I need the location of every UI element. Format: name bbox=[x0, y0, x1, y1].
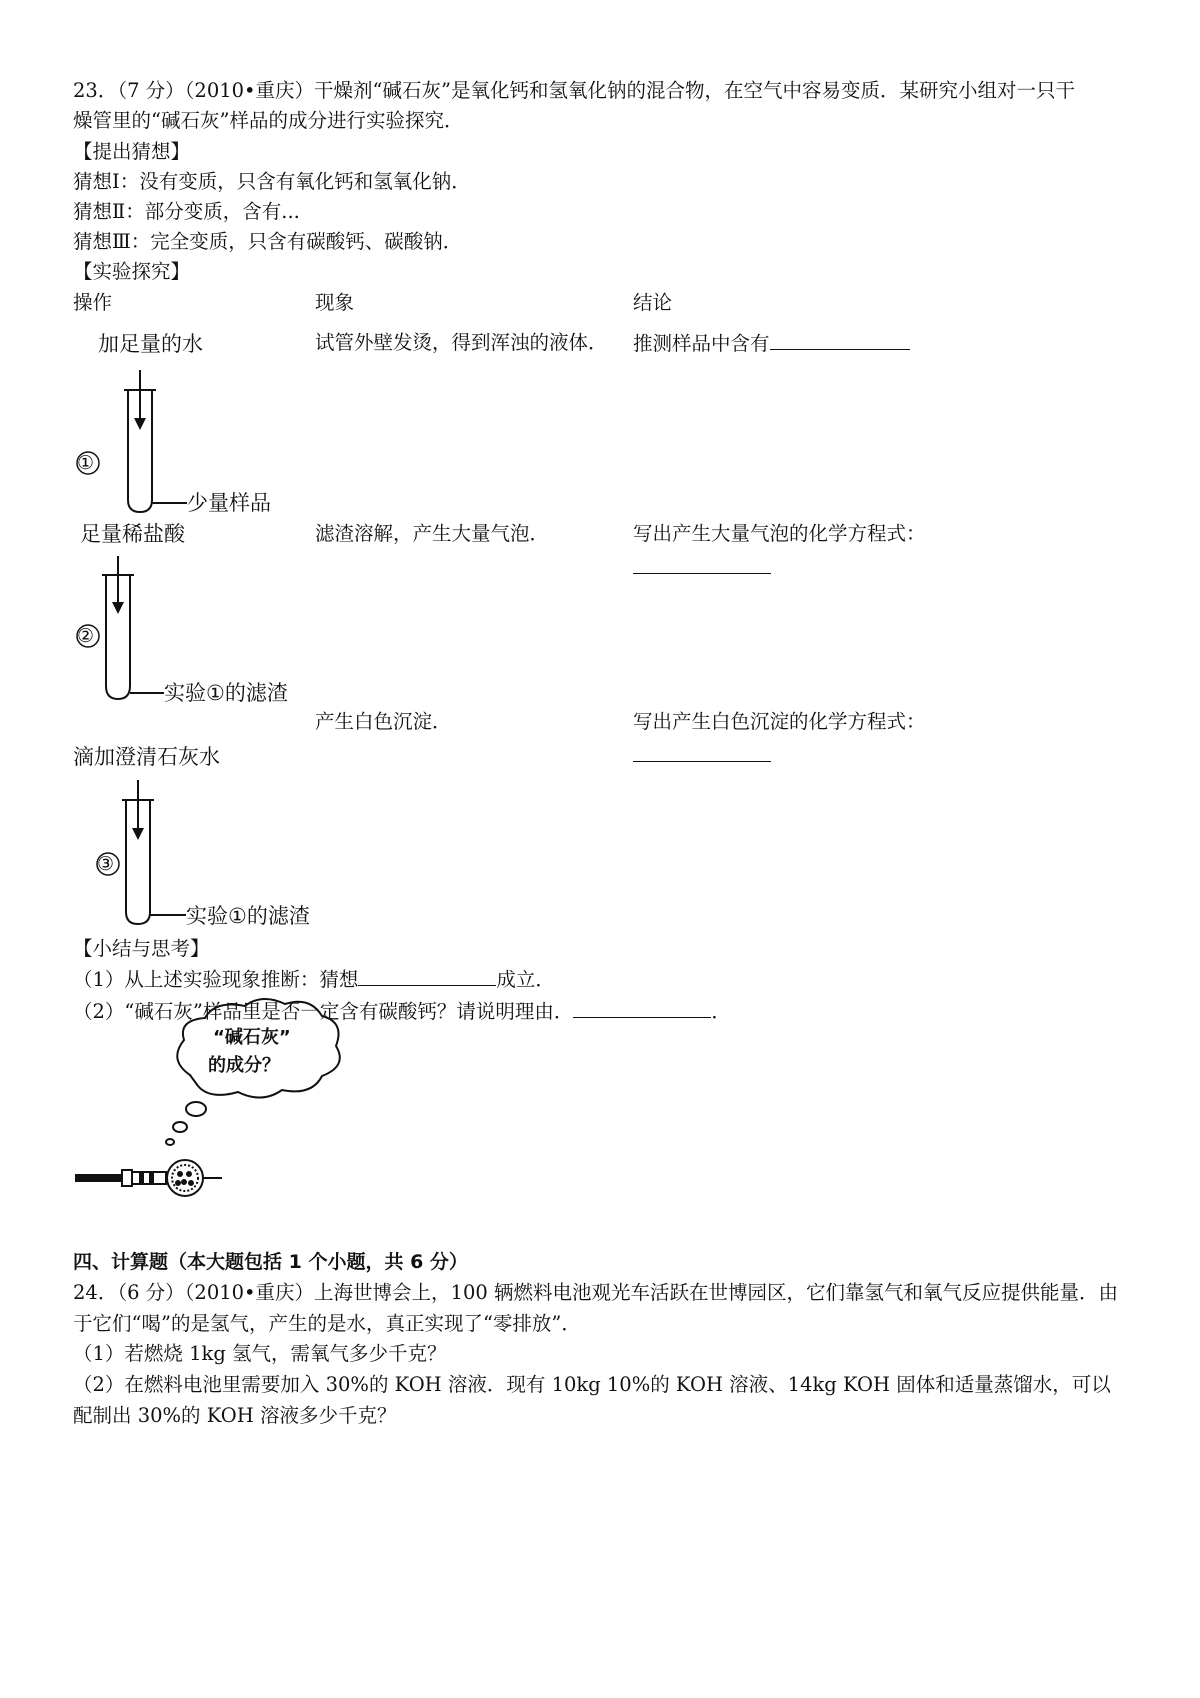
row2-phenomenon: 滤渣溶解，产生大量气泡． bbox=[315, 522, 550, 545]
q24-subquestion-2-line2: 配制出 30%的 KOH 溶液多少千克？ bbox=[73, 1404, 397, 1427]
section-experiment: 【实验探究】 bbox=[73, 260, 191, 283]
row1-conclusion bbox=[633, 329, 910, 358]
section-summary: 【小结与思考】 bbox=[73, 937, 210, 960]
summary-2-blank[interactable] bbox=[573, 997, 711, 1018]
row2-sample-label: 实验①的滤渣 bbox=[164, 681, 288, 705]
summary-question-2 bbox=[73, 997, 731, 1026]
row1-sample-label: 少量样品 bbox=[187, 491, 271, 515]
row3-answer-blank[interactable] bbox=[633, 741, 771, 762]
q24-line1: 24．（6 分）（2010•重庆）上海世博会上，100 辆燃料电池观光车活跃在世博园区，它们靠氢气和氧气反应提供能量．由 bbox=[73, 1281, 1118, 1304]
row1-answer-blank[interactable] bbox=[770, 329, 910, 350]
summary-1-blank[interactable] bbox=[358, 965, 496, 986]
row2-answer-blank[interactable] bbox=[633, 553, 771, 574]
hypothesis-2: 猜想Ⅱ：部分变质，含有... bbox=[73, 200, 300, 223]
row2-number: ② bbox=[77, 625, 95, 647]
row3-conclusion: 写出产生白色沉淀的化学方程式： bbox=[633, 710, 926, 733]
cloud-text-line2: 的成分？ bbox=[208, 1055, 280, 1076]
header-conclusion: 结论 bbox=[633, 291, 673, 314]
row2-conclusion: 写出产生大量气泡的化学方程式： bbox=[633, 522, 926, 545]
test-tube-1-figure bbox=[77, 370, 187, 512]
row1-phenomenon: 试管外壁发烫，得到浑浊的液体． bbox=[315, 331, 608, 354]
row3-answer-line bbox=[633, 741, 771, 770]
row2-answer-line bbox=[633, 553, 771, 582]
row3-sample-label: 实验①的滤渣 bbox=[186, 904, 310, 928]
row1-number: ① bbox=[77, 452, 95, 474]
cloud-text-line1: “碱石灰” bbox=[213, 1027, 291, 1048]
q24-subquestion-2-line1: （2）在燃料电池里需要加入 30%的 KOH 溶液．现有 10kg 10%的 KOH 溶液、14kg KOH 固体和适量蒸馏水，可以 bbox=[73, 1373, 1111, 1396]
row3-reagent-label: 滴加澄清石灰水 bbox=[73, 745, 220, 769]
section-hypothesis: 【提出猜想】 bbox=[73, 140, 191, 163]
q24-subquestion-1: （1）若燃烧 1kg 氢气，需氧气多少千克？ bbox=[73, 1342, 447, 1365]
hypothesis-1: 猜想Ⅰ：没有变质，只含有氧化钙和氢氧化钠． bbox=[73, 170, 471, 193]
q24-line2: 于它们“喝”的是氢气，产生的是水，真正实现了“零排放”． bbox=[73, 1312, 581, 1335]
row3-number: ③ bbox=[97, 853, 115, 875]
header-phenomenon: 现象 bbox=[315, 291, 355, 314]
row2-reagent-label: 足量稀盐酸 bbox=[80, 522, 185, 546]
summary-1-text: （1）从上述实验现象推断：猜想 bbox=[73, 968, 359, 991]
part4-heading: 四、计算题（本大题包括 1 个小题，共 6 分） bbox=[73, 1251, 468, 1273]
q23-intro-line1: 23．（7 分）（2010•重庆）干燥剂“碱石灰”是氧化钙和氢氧化钠的混合物，在空气中容易变质．某研究小组对一只干 bbox=[73, 79, 1075, 102]
drying-tube-figure bbox=[76, 1160, 222, 1196]
summary-1-end: 成立． bbox=[496, 968, 555, 991]
summary-question-1 bbox=[73, 965, 555, 994]
row1-conclusion-text: 推测样品中含有 bbox=[633, 332, 770, 355]
q23-intro-line2: 燥管里的“碱石灰”样品的成分进行实验探究． bbox=[73, 109, 464, 132]
header-operation: 操作 bbox=[73, 291, 113, 314]
row1-reagent-label: 加足量的水 bbox=[98, 332, 203, 356]
summary-2-text: （2）“碱石灰”样品里是否一定含有碳酸钙？请说明理由． bbox=[73, 1000, 574, 1023]
row3-phenomenon: 产生白色沉淀． bbox=[315, 710, 452, 733]
hypothesis-3: 猜想Ⅲ：完全变质，只含有碳酸钙、碳酸钠． bbox=[73, 230, 463, 253]
summary-2-end: ． bbox=[711, 1000, 731, 1023]
